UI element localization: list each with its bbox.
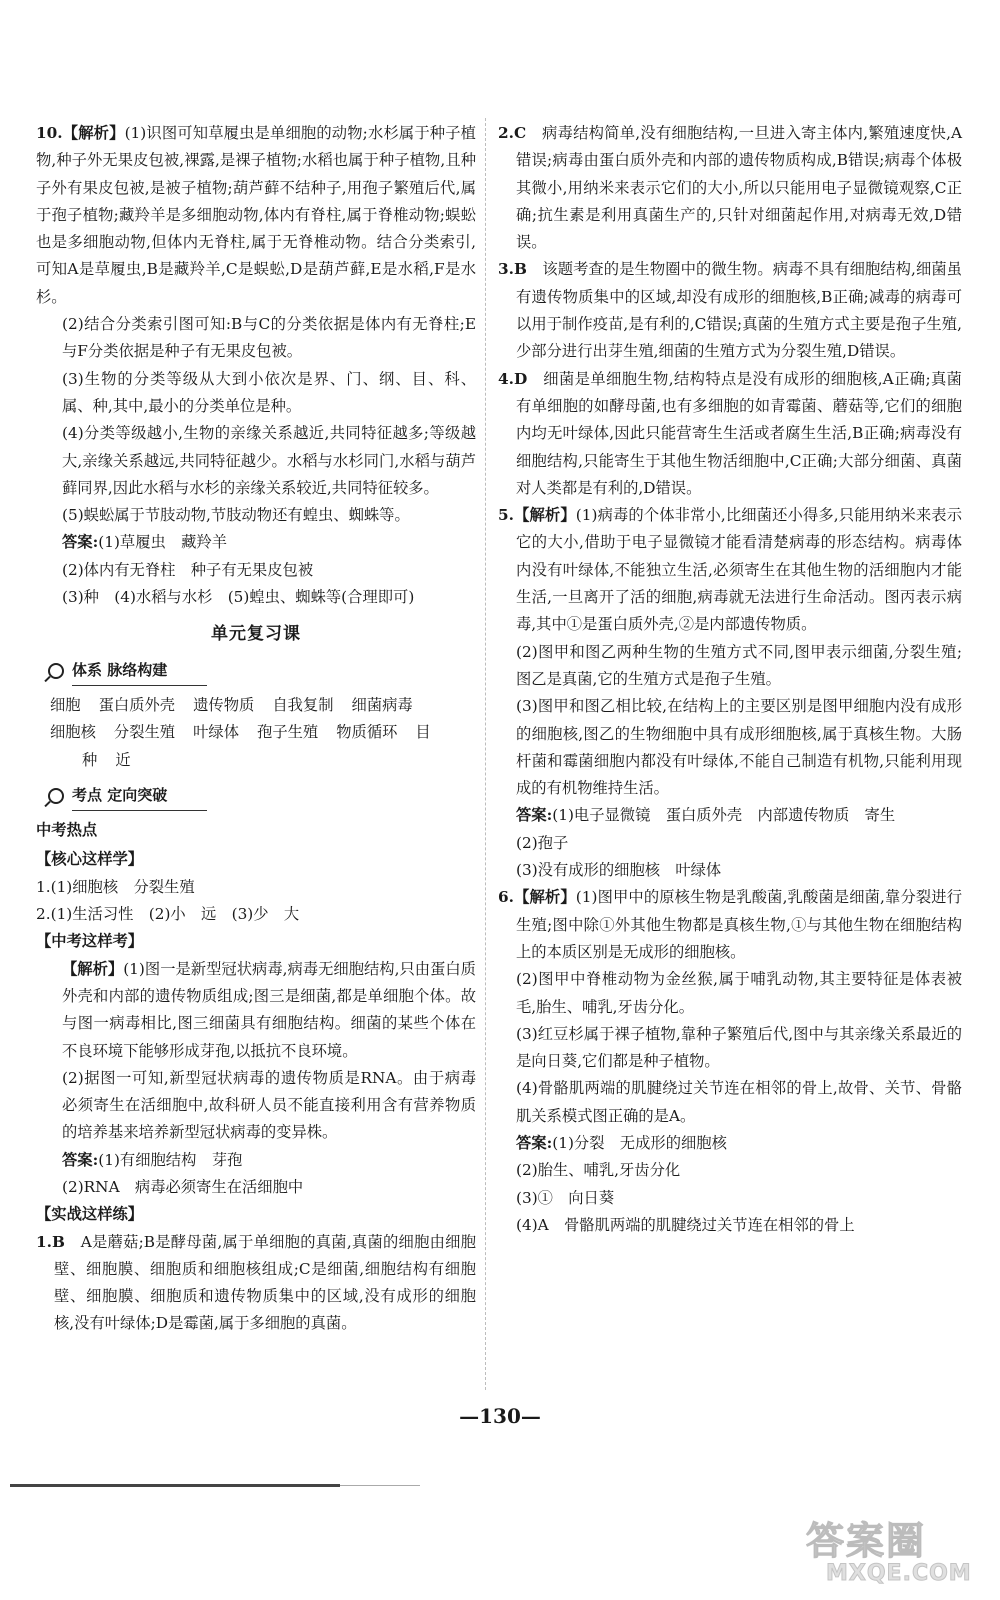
practice-q6-p2: (2)图甲中脊椎动物为金丝猴,属于哺乳动物,其主要特征是体表被毛,胎生、哺乳,牙齿分化。 xyxy=(516,970,962,1016)
answer-label: 答案: xyxy=(62,1150,99,1169)
analysis-tag: 【解析】 xyxy=(62,959,124,978)
term: 分裂生殖 xyxy=(113,723,176,742)
q10-tag: 【解析】 xyxy=(62,124,125,142)
practice-q6-p4: (4)骨骼肌两端的肌腱绕过关节连在相邻的骨上,故骨、关节、骨骼肌关系模式图正确的是A。 xyxy=(516,1079,962,1125)
exam-analysis-p2: (2)据图一可知,新型冠状病毒的遗传物质是RNA。由于病毒必须寄生在活细胞中,故科研人员不能直接利用含有营养物质的培养基来培养新型冠状病毒的变异株。 xyxy=(62,1068,476,1142)
term: 叶绿体 xyxy=(193,723,240,742)
left-column xyxy=(36,120,476,1338)
watermark-text-top: 答案圈 xyxy=(806,1519,927,1563)
q10-analysis-p4: (4)分类等级越小,生物的亲缘关系越近,共同特征越多;等级越大,亲缘关系越远,共同特征越少。水稻与水杉同门,水稻与葫芦藓同界,因此水稻与水杉的亲缘关系较近,共同特征较多。 xyxy=(62,424,476,497)
answer-label: 答案: xyxy=(516,1133,553,1152)
terms-row-3 xyxy=(36,747,476,774)
terms-row-2 xyxy=(36,719,476,746)
practice-q6-answer-4: (4)A 骨骼肌两端的肌腱绕过关节连在相邻的骨上 xyxy=(516,1215,855,1234)
core-answer-2: 2.(1)生活习性 (2)小 远 (3)少 大 xyxy=(36,905,300,924)
analysis-tag: 【解析】 xyxy=(513,888,576,907)
practice-q6-answer-3: (3)① 向日葵 xyxy=(516,1188,615,1207)
q10-answer-1: 答案:(1)草履虫 藏羚羊 xyxy=(62,533,227,552)
practice-q5-answer-1: 答案:(1)电子显微镜 蛋白质外壳 内部遗传物质 寄生 xyxy=(516,806,896,825)
watermark-logo xyxy=(806,1510,986,1596)
section-title: 体系 脉络构建 xyxy=(72,657,207,686)
practice-q4: 4.D 细菌是单细胞生物,结构特点是没有成形的细胞核,A正确;真菌有单细胞的如酵母菌,也有多细胞的如青霉菌、蘑菇等,它们的细胞内均无叶绿体,因此只能营寄生生活或者腐生生活,B正确;病毒没有细胞结构,只能寄生于其他生物活细胞中,C正确;大部分细菌、真菌对人类都是有利的,D错误。 xyxy=(498,369,962,497)
magnifier-icon xyxy=(48,788,64,804)
practice-q3: 3.B 该题考查的是生物圈中的微生物。病毒不具有细胞结构,细菌虽有遗传物质集中的区域,却没有成形的细胞核,B正确;减毒的病毒可以用于制作疫苗,是有利的,C错误;真菌的生殖方式主要是孢子生殖,少部分进行出芽生殖,细菌的生殖方式为分裂生殖,D错误。 xyxy=(498,260,962,361)
section-header-exam xyxy=(48,782,476,811)
practice-q6-number: 6. xyxy=(498,888,514,907)
page-number: —130— xyxy=(459,1404,541,1428)
core-learn-heading: 【核心这样学】 xyxy=(36,850,144,869)
footer-rule xyxy=(10,1484,340,1487)
term: 近 xyxy=(115,750,131,769)
practice-q1-number: 1.B xyxy=(36,1232,65,1251)
term: 细胞核 xyxy=(50,723,96,742)
section-header-system xyxy=(48,657,476,686)
practice-q4-number: 4.D xyxy=(498,369,528,388)
term: 细菌病毒 xyxy=(351,695,413,714)
practice-q6-answer-2: (2)胎生、哺乳,牙齿分化 xyxy=(516,1161,681,1180)
unit-review-title: 单元复习课 xyxy=(211,624,301,645)
magnifier-icon xyxy=(48,663,64,679)
practice-q1: 1.B A是蘑菇;B是酵母菌,属于单细胞的真菌,真菌的细胞由细胞壁、细胞膜、细胞质和细胞核组成;C是细菌,细胞结构有细胞壁、细胞膜、细胞质和遗传物质集中的区域,没有成形的细胞核,没有叶绿体;D是霉菌,属于多细胞的真菌。 xyxy=(36,1232,476,1333)
terms-row-1 xyxy=(36,692,476,719)
core-answer-1: 1.(1)细胞核 分裂生殖 xyxy=(36,877,195,896)
term: 蛋白质外壳 xyxy=(98,695,176,714)
q10-answer-2: (2)体内有无脊柱 种子有无果皮包被 xyxy=(62,560,314,579)
practice-q5-p1: 5.【解析】(1)病毒的个体非常小,比细菌还小得多,只能用纳米来表示它的大小,借助于电子显微镜才能看清楚病毒的形态结构。病毒体内没有叶绿体,不能独立生活,必须寄生在其他生物的活细胞内才能生活,一旦离开了活的细胞,病毒就无法进行生命活动。图丙表示病毒,其中①是蛋白质外壳,②是内部遗传物质。 xyxy=(498,506,962,634)
right-column xyxy=(498,120,962,1239)
exam-answer-2: (2)RNA 病毒必须寄生在活细胞中 xyxy=(62,1177,304,1196)
practice-q6-p1: 6.【解析】(1)图甲中的原核生物是乳酸菌,乳酸菌是细菌,靠分裂进行生殖;图中除①外其他生物都是真核生物,①与其他生物在细胞结构上的本质区别是无成形的细胞核。 xyxy=(498,888,962,961)
practice-q5-number: 5. xyxy=(498,506,514,525)
answer-label: 答案: xyxy=(516,806,553,825)
practice-q6-p3: (3)红豆杉属于裸子植物,靠种子繁殖后代,图中与其亲缘关系最近的是向日葵,它们都是种子植物。 xyxy=(516,1024,962,1071)
practice-q5-p2: (2)图甲和图乙两种生物的生殖方式不同,图甲表示细菌,分裂生殖;图乙是真菌,它的生殖方式是孢子生殖。 xyxy=(516,642,962,688)
practice-q2-number: 2.C xyxy=(498,124,527,142)
q10-analysis-p3: (3)生物的分类等级从大到小依次是界、门、纲、目、科、属、种,其中,最小的分类单位是种。 xyxy=(62,369,476,415)
term: 种 xyxy=(82,750,98,769)
exam-answer-1: 答案:(1)有细胞结构 芽孢 xyxy=(62,1150,243,1169)
term: 物质循环 xyxy=(336,723,398,742)
term: 目 xyxy=(415,723,431,742)
term: 细胞 xyxy=(50,695,81,714)
q10-analysis-p2: (2)结合分类索引图可知:B与C的分类依据是体内有无脊柱;E与F分类依据是种子有无果皮包被。 xyxy=(62,315,476,361)
practice-q5-p3: (3)图甲和图乙相比较,在结构上的主要区别是图甲细胞内没有成形的细胞核,图乙的生物细胞中具有成形细胞核,属于真核生物。大肠杆菌和霉菌细胞内都没有叶绿体,不能自己制造有机物,只能利用现成的有机物维持生活。 xyxy=(516,697,962,798)
watermark-text-bottom: MXQE.COM xyxy=(826,1561,972,1586)
section-title: 考点 定向突破 xyxy=(72,782,207,811)
practice-q2: 2.C 病毒结构简单,没有细胞结构,一旦进入寄主体内,繁殖速度快,A错误;病毒由蛋白质外壳和内部的遗传物质构成,B错误;病毒个体极其微小,用纳米来表示它们的大小,所以只能用电子显微镜观察,C正确;抗生素是利用真菌生产的,只针对细菌起作用,对病毒无效,D错误。 xyxy=(498,124,962,252)
column-divider xyxy=(485,118,486,1390)
exam-test-heading: 【中考这样考】 xyxy=(36,932,144,951)
practice-heading: 【实战这样练】 xyxy=(36,1205,144,1224)
practice-q3-number: 3.B xyxy=(498,260,527,279)
answer-label: 答案: xyxy=(62,533,99,552)
q10-analysis-p1: 10.【解析】(1)识图可知草履虫是单细胞的动物;水杉属于种子植物,种子外无果皮包被,裸露,是裸子植物;水稻也属于种子植物,且种子外有果皮包被,是被子植物;葫芦藓不结种子,用孢子繁殖后代,属于孢子植物;藏羚羊是多细胞动物,体内有脊柱,属于脊椎动物;蜈蚣也是多细胞动物,但体内无脊柱,属于无脊椎动物。结合分类索引,可知A是草履虫,B是藏羚羊,C是蜈蚣,D是葫芦藓,E是水稻,F是水杉。 xyxy=(36,124,476,306)
q10-number: 10. xyxy=(36,124,63,142)
footer-rule-thin xyxy=(340,1485,420,1486)
practice-q5-answer-2: (2)孢子 xyxy=(516,833,569,852)
exam-hot-heading: 中考热点 xyxy=(36,821,98,840)
term: 孢子生殖 xyxy=(257,723,319,742)
analysis-tag: 【解析】 xyxy=(513,506,576,525)
q10-analysis-p5: (5)蜈蚣属于节肢动物,节肢动物还有蝗虫、蜘蛛等。 xyxy=(62,506,410,525)
term: 自我复制 xyxy=(272,695,334,714)
exam-analysis-p1: 【解析】(1)图一是新型冠状病毒,病毒无细胞结构,只由蛋白质外壳和内部的遗传物质组成;图三是细菌,都是单细胞个体。故与图一病毒相比,图三细菌具有细胞结构。细菌的某些个体在不良环境下能够形成芽孢,以抵抗不良环境。 xyxy=(62,959,476,1060)
practice-q5-answer-3: (3)没有成形的细胞核 叶绿体 xyxy=(516,861,722,880)
term: 遗传物质 xyxy=(193,695,255,714)
practice-q6-answer-1: 答案:(1)分裂 无成形的细胞核 xyxy=(516,1133,727,1152)
q10-answer-3: (3)种 (4)水稻与水杉 (5)蝗虫、蜘蛛等(合理即可) xyxy=(62,588,415,607)
